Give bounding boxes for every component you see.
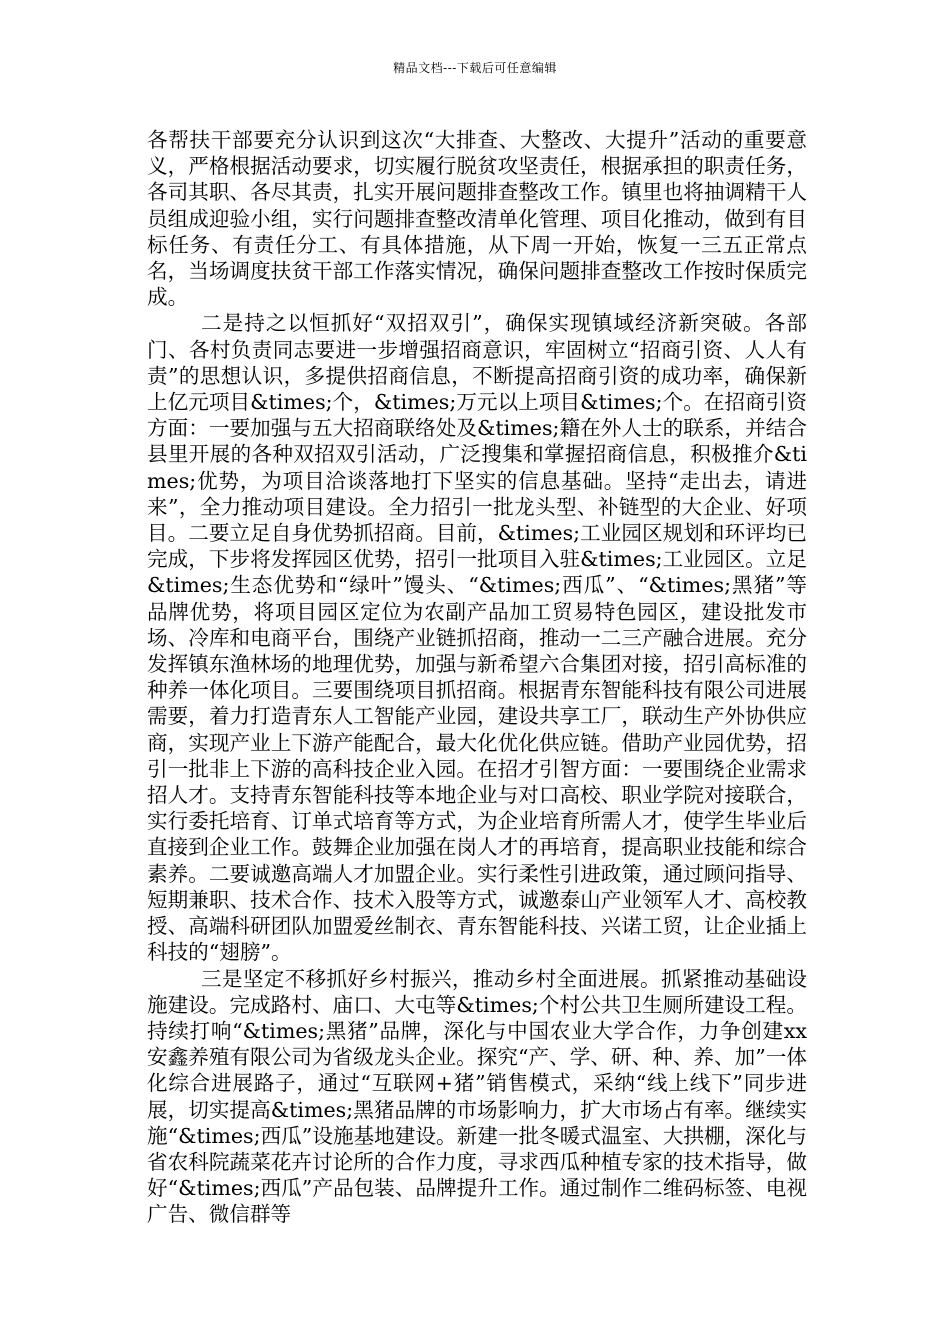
paragraph-1: 各帮扶干部要充分认识到这次“大排查、大整改、大提升”活动的重要意义，严格根据活动要求，切实履行脱贫攻坚责任，根据承担的职责任务，各司其职、各尽其责，扎实开展问题排查整改工作。镇里也将抽调精干人员组成迎验小组，实行问题排查整改清单化管理、项目化推动，做到有目标任务、有责任分工、有具体措施，从下周一开始，恢复一三五正常点名，当场调度扶贫干部工作落实情况，确保问题排查整改工作按时保质完成。 bbox=[147, 128, 807, 310]
paragraph-3: 三是坚定不移抓好乡村振兴，推动乡村全面进展。抓紧推动基础设施建设。完成路村、庙口、大屯等&times;个村公共卫生厕所建设工程。持续打响“&times;黑猪”品牌，深化与中国农业大学合作，力争创建xx安鑫养殖有限公司为省级龙头企业。探究“产、学、研、种、养、加”一体化综合进展路子，通过“互联网+猪”销售模式，采纳“线上线下”同步进展，切实提高&times;黑猪品牌的市场影响力，扩大市场占有率。继续实施“&times;西瓜”设施基地建设。新建一批冬暖式温室、大拱棚，深化与省农科院蔬菜花卉讨论所的合作力度，寻求西瓜种植专家的技术指导，做好“&times;西瓜”产品包装、品牌提升工作。通过制作二维码标签、电视广告、微信群等 bbox=[147, 966, 807, 1227]
document-body bbox=[147, 127, 807, 1228]
paragraph-2: 二是持之以恒抓好“双招双引”，确保实现镇域经济新突破。各部门、各村负责同志要进一步增强招商意识，牢固树立“招商引资、人人有责”的思想认识，多提供招商信息，不断提高招商引资的成功率，确保新上亿元项目&times;个，&times;万元以上项目&times;个。在招商引资方面：一要加强与五大招商联络处及&times;籍在外人士的联系，并结合县里开展的各种双招双引活动，广泛搜集和掌握招商信息，积极推介&times;优势，为项目洽谈落地打下坚实的信息基础。坚持“走出去，请进来”，全力推动项目建设。全力招引一批龙头型、补链型的大企业、好项目。二要立足自身优势抓招商。目前，&times;工业园区规划和环评均已完成，下步将发挥园区优势，招引一批项目入驻&times;工业园区。立足&times;生态优势和“绿叶”馒头、“&times;西瓜”、“&times;黑猪”等品牌优势，将项目园区定位为农副产品加工贸易特色园区，建设批发市场、冷库和电商平台，围绕产业链抓招商，推动一二三产融合进展。充分发挥镇东渔林场的地理优势，加强与新希望六合集团对接，招引高标准的种养一体化项目。三要围绕项目抓招商。根据青东智能科技有限公司进展需要，着力打造青东人工智能产业园，建设共享工厂，联动生产外协供应商，实现产业上下游产能配合，最大化优化供应链。借助产业园优势，招引一批非上下游的高科技企业入园。在招才引智方面：一要围绕企业需求招人才。支持青东智能科技等本地企业与对口高校、职业学院对接联合，实行委托培育、订单式培育等方式，为企业培育所需人才，使学生毕业后直接到企业工作。鼓舞企业加强在岗人才的再培育，提高职业技能和综合素养。二要诚邀高端人才加盟企业。实行柔性引进政策，通过顾问指导、短期兼职、技术合作、技术入股等方式，诚邀泰山产业领军人才、高校教授、高端科研团队加盟爱丝制衣、青东智能科技、兴诺工贸，让企业插上科技的“翅膀”。 bbox=[147, 311, 807, 965]
page-header: 精品文档---下载后可任意编辑 bbox=[393, 61, 557, 75]
